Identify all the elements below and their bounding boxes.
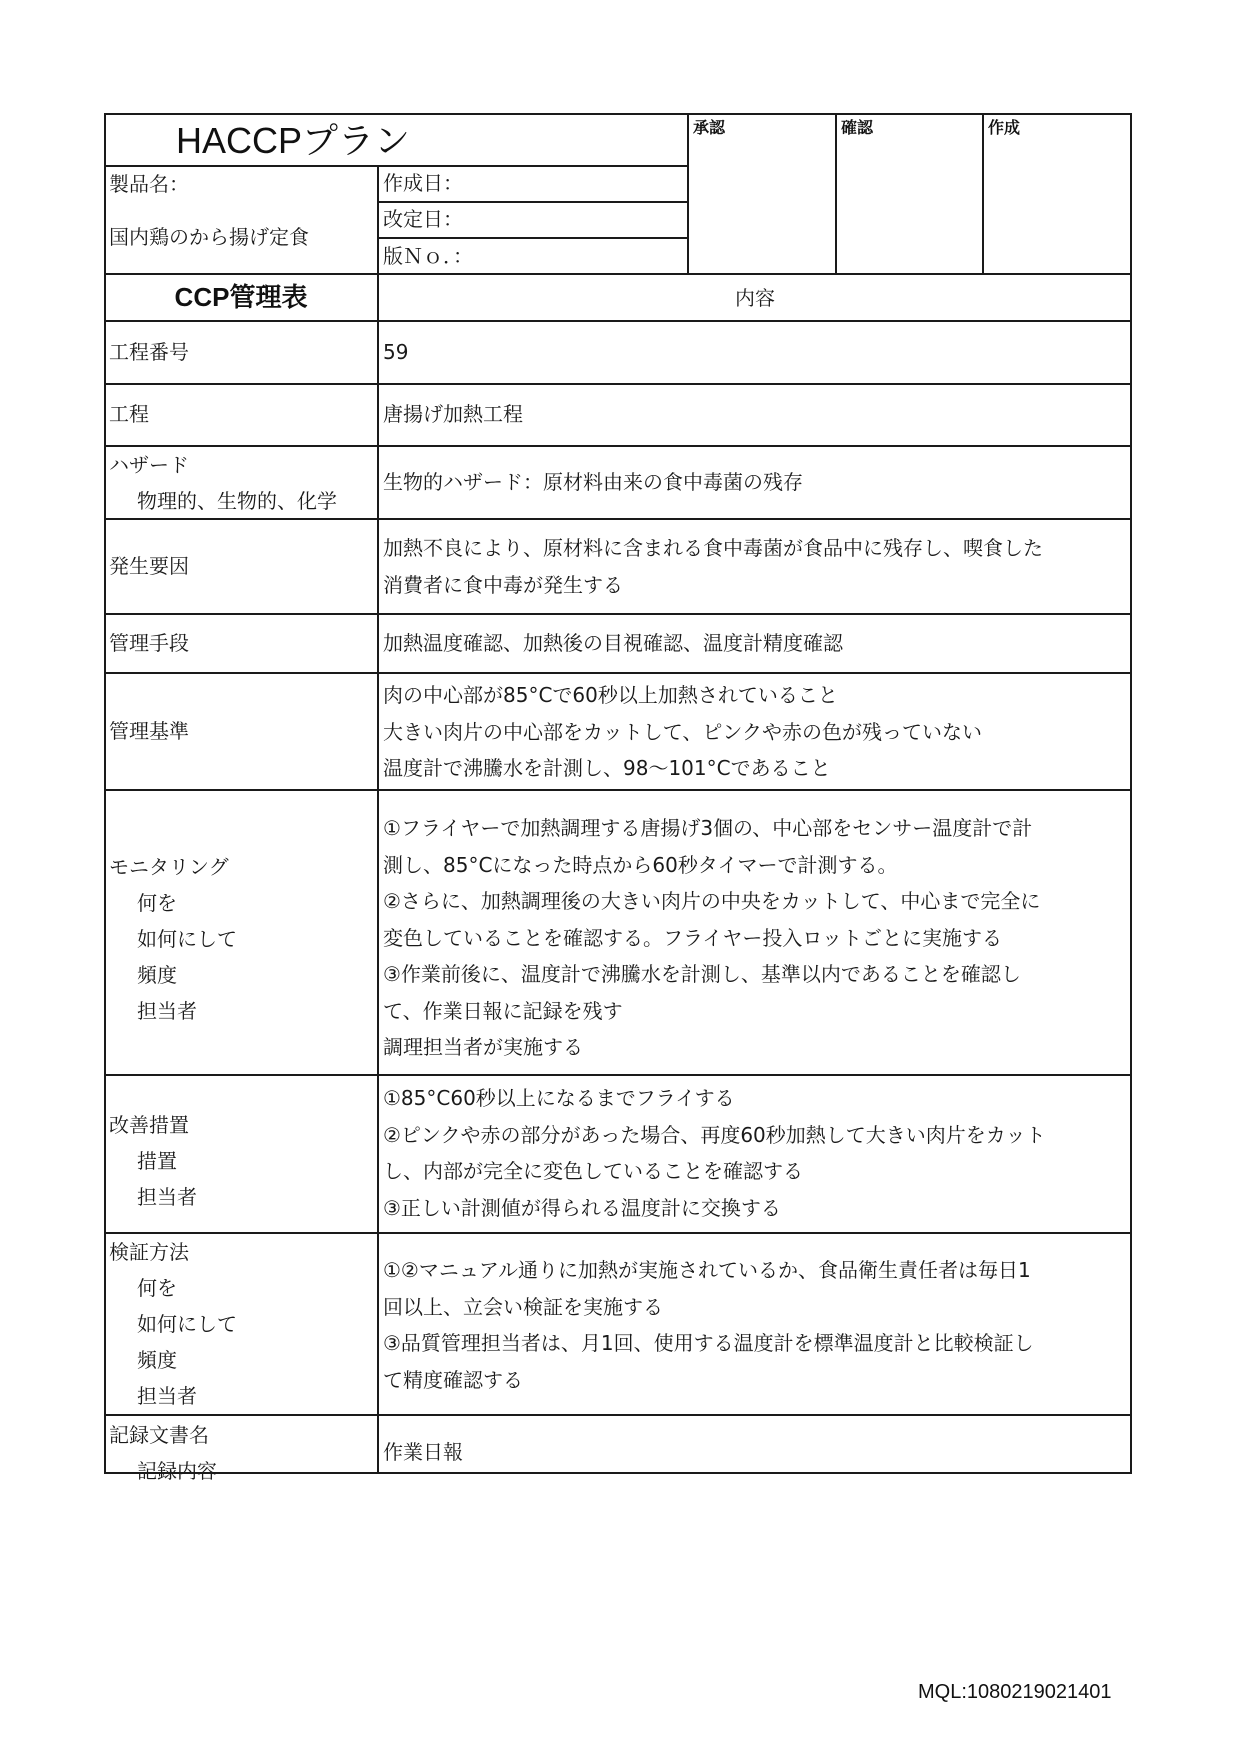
row-line <box>104 1414 1132 1416</box>
content-line: 加熱不良により、原材料に含まれる食中毒菌が食品中に残存し、喫食した <box>383 536 1043 560</box>
content-line: 温度計で沸騰水を計測し、98～101°Cであること <box>383 756 831 780</box>
label-line: 発生要因 <box>109 554 189 578</box>
label-line: 担当者 <box>137 1384 197 1408</box>
row-line <box>104 672 1132 674</box>
version-number-label: 版Ｎｏ．： <box>383 244 473 268</box>
product-column-divider <box>377 165 379 274</box>
ccp-table-title: CCP管理表 <box>174 282 308 312</box>
product-label: 製品名： <box>109 172 189 196</box>
ccp-header-line <box>104 320 1132 322</box>
row-content-monitoring <box>383 810 1040 1066</box>
content-line: ②さらに、加熱調理後の大きい肉片の中央をカットして、中心まで完全に <box>383 889 1041 913</box>
revised-date-label: 改定日： <box>383 207 463 231</box>
row-content-process-number <box>383 334 408 371</box>
content-line: ③品質管理担当者は、月1回、使用する温度計を標準温度計と比較検証し <box>383 1331 1034 1355</box>
approval-stamp-area[interactable] <box>689 140 834 272</box>
row-content-corrective-action <box>383 1080 1046 1226</box>
label-line: 何を <box>137 891 177 915</box>
label-line: 検証方法 <box>109 1240 189 1264</box>
check-stamp-area[interactable] <box>837 140 981 272</box>
row-label-records <box>109 1417 217 1489</box>
row-content-control-means <box>383 625 843 662</box>
label-line: 如何にして <box>137 927 237 951</box>
row-label-control-means <box>109 625 189 661</box>
row-content-records <box>383 1434 463 1471</box>
author-stamp-label: 作成 <box>988 118 1021 137</box>
row-content-process <box>383 396 523 433</box>
row-content-hazard <box>383 464 803 501</box>
author-stamp-area[interactable] <box>984 140 1130 272</box>
document-code: MQL:1080219021401 <box>918 1681 1112 1703</box>
title-row-divider <box>104 165 688 167</box>
label-line: 管理基準 <box>109 719 189 743</box>
label-line: ハザード <box>109 453 189 477</box>
row-label-critical-limit <box>109 713 189 749</box>
header-bottom-line <box>104 273 1132 275</box>
content-line: ①85°C60秒以上になるまでフライする <box>383 1086 735 1110</box>
revised-row-divider <box>377 237 688 239</box>
label-line: 記録文書名 <box>109 1423 209 1447</box>
row-label-monitoring <box>109 849 237 1029</box>
label-line: 記録内容 <box>137 1459 217 1483</box>
row-line <box>104 613 1132 615</box>
label-line: 管理手段 <box>109 631 189 655</box>
label-line: 措置 <box>137 1149 177 1173</box>
label-line: 担当者 <box>137 999 197 1023</box>
row-line <box>104 1074 1132 1076</box>
label-line: 物理的、生物的、化学 <box>137 489 337 513</box>
label-line: 担当者 <box>137 1185 197 1209</box>
content-line: ②ピンクや赤の部分があった場合、再度60秒加熱して大きい肉片をカット <box>383 1122 1046 1147</box>
content-line: 消費者に食中毒が発生する <box>383 572 623 597</box>
label-line: 改善措置 <box>109 1113 189 1137</box>
row-label-corrective-action <box>109 1107 197 1215</box>
created-row-divider <box>377 201 688 203</box>
label-line: モニタリング <box>109 855 229 879</box>
label-line: 工程番号 <box>109 340 189 364</box>
created-date-label: 作成日： <box>383 171 463 195</box>
row-content-verification <box>383 1252 1034 1398</box>
content-line: 唐揚げ加熱工程 <box>383 402 523 426</box>
content-line: ③作業前後に、温度計で沸騰水を計測し、基準以内であることを確認し <box>383 962 1021 986</box>
content-line: て精度確認する <box>383 1367 523 1392</box>
row-content-critical-limit <box>383 677 982 787</box>
row-line <box>104 383 1132 385</box>
content-line: 回以上、立会い検証を実施する <box>383 1294 663 1319</box>
ccp-column-divider <box>377 273 379 1474</box>
row-label-process-number <box>109 334 189 370</box>
label-line: 頻度 <box>137 1348 177 1372</box>
content-line: し、内部が完全に変色していることを確認する <box>383 1159 803 1183</box>
check-stamp-label: 確認 <box>841 118 874 137</box>
content-line: て、作業日報に記録を残す <box>383 998 623 1023</box>
row-label-hazard <box>109 447 337 519</box>
content-line: ①フライヤーで加熱調理する唐揚げ3個の、中心部をセンサー温度計で計 <box>383 816 1033 840</box>
content-line: ①②マニュアル通りに加熱が実施されているか、食品衛生責任者は毎日1 <box>383 1258 1031 1282</box>
document-title: HACCPプラン <box>176 120 411 161</box>
label-line: 工程 <box>109 402 149 426</box>
content-line: 作業日報 <box>383 1440 463 1464</box>
content-line: 生物的ハザード：原材料由来の食中毒菌の残存 <box>383 470 803 494</box>
content-column-header: 内容 <box>735 286 775 310</box>
content-line: 59 <box>383 340 409 364</box>
label-line: 如何にして <box>137 1312 237 1336</box>
label-line: 頻度 <box>137 963 177 987</box>
content-line: 調理担当者が実施する <box>383 1035 583 1059</box>
row-line <box>104 1232 1132 1234</box>
content-line: 大きい肉片の中心部をカットして、ピンクや赤の色が残っていない <box>383 719 982 744</box>
row-label-cause <box>109 548 189 584</box>
row-label-verification <box>109 1234 237 1414</box>
content-line: 測し、85°Cになった時点から60秒タイマーで計測する。 <box>383 852 898 877</box>
content-line: 変色していることを確認する。フライヤー投入ロットごとに実施する <box>383 925 1002 950</box>
product-name: 国内鶏のから揚げ定食 <box>109 225 309 249</box>
row-content-cause <box>383 530 1043 603</box>
row-label-process <box>109 396 149 432</box>
row-line <box>104 789 1132 791</box>
content-line: 加熱温度確認、加熱後の目視確認、温度計精度確認 <box>383 631 843 655</box>
label-line: 何を <box>137 1276 177 1300</box>
content-line: ③正しい計測値が得られる温度計に交換する <box>383 1195 781 1220</box>
approval-stamp-label: 承認 <box>693 118 726 137</box>
content-line: 肉の中心部が85°Cで60秒以上加熱されていること <box>383 683 838 707</box>
